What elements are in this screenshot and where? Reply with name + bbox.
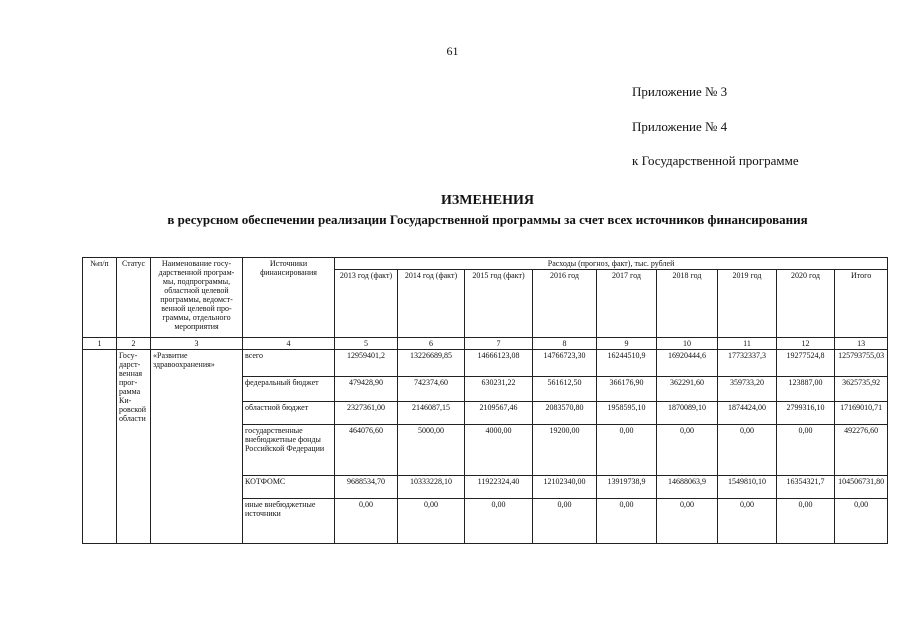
header-status: Статус xyxy=(117,258,151,338)
value-cell: 359733,20 xyxy=(718,377,777,402)
resource-table xyxy=(82,257,888,544)
value-cell: 125793755,03 xyxy=(835,350,888,377)
column-number: 12 xyxy=(777,338,835,350)
source-cell: федеральный бюджет xyxy=(243,377,335,402)
value-cell: 14766723,30 xyxy=(533,350,597,377)
value-cell: 16354321,7 xyxy=(777,476,835,499)
header-year: 2016 год xyxy=(533,270,597,338)
value-cell: 1958595,10 xyxy=(597,402,657,425)
column-number: 13 xyxy=(835,338,888,350)
value-cell: 11922324,40 xyxy=(465,476,533,499)
value-cell: 2146087,15 xyxy=(398,402,465,425)
value-cell: 14666123,08 xyxy=(465,350,533,377)
document-subtitle: в ресурсном обеспечении реализации Государственной программы за счет всех источников финансирования xyxy=(167,212,808,227)
header-year: 2014 год (факт) xyxy=(398,270,465,338)
value-cell: 0,00 xyxy=(657,425,718,476)
value-cell: 14688063,9 xyxy=(657,476,718,499)
header-year: 2019 год xyxy=(718,270,777,338)
value-cell: 12102340,00 xyxy=(533,476,597,499)
value-cell: 19200,00 xyxy=(533,425,597,476)
value-cell: 0,00 xyxy=(835,499,888,544)
value-cell: 0,00 xyxy=(777,499,835,544)
program-name-cell: «Развитие здравоохранения» xyxy=(151,350,243,544)
row-num-cell xyxy=(83,350,117,544)
column-number: 4 xyxy=(243,338,335,350)
appendix-line-3: к Государственной программе xyxy=(632,153,799,168)
value-cell: 464076,60 xyxy=(335,425,398,476)
value-cell: 19277524,8 xyxy=(777,350,835,377)
column-number: 9 xyxy=(597,338,657,350)
value-cell: 1870089,10 xyxy=(657,402,718,425)
header-year: 2020 год xyxy=(777,270,835,338)
header-expenses: Расходы (прогноз, факт), тыс. рублей xyxy=(335,258,888,270)
column-number: 1 xyxy=(83,338,117,350)
header-row-1 xyxy=(83,258,888,270)
value-cell: 3625735,92 xyxy=(835,377,888,402)
value-cell: 13226689,85 xyxy=(398,350,465,377)
column-number: 8 xyxy=(533,338,597,350)
column-number: 6 xyxy=(398,338,465,350)
value-cell: 492276,60 xyxy=(835,425,888,476)
value-cell: 0,00 xyxy=(465,499,533,544)
column-number-row xyxy=(83,338,888,350)
column-number: 11 xyxy=(718,338,777,350)
column-number: 5 xyxy=(335,338,398,350)
value-cell: 0,00 xyxy=(398,499,465,544)
column-number: 2 xyxy=(117,338,151,350)
value-cell: 4000,00 xyxy=(465,425,533,476)
value-cell: 0,00 xyxy=(718,425,777,476)
value-cell: 9688534,70 xyxy=(335,476,398,499)
value-cell: 362291,60 xyxy=(657,377,718,402)
value-cell: 2327361,00 xyxy=(335,402,398,425)
header-year: 2015 год (факт) xyxy=(465,270,533,338)
header-num: №п/п xyxy=(83,258,117,338)
value-cell: 16920444,6 xyxy=(657,350,718,377)
value-cell: 561612,50 xyxy=(533,377,597,402)
value-cell: 17732337,3 xyxy=(718,350,777,377)
value-cell: 2109567,46 xyxy=(465,402,533,425)
document-title: ИЗМЕНЕНИЯ xyxy=(441,193,534,208)
value-cell: 123887,00 xyxy=(777,377,835,402)
value-cell: 366176,90 xyxy=(597,377,657,402)
value-cell: 0,00 xyxy=(597,499,657,544)
column-number: 10 xyxy=(657,338,718,350)
value-cell: 2799316,10 xyxy=(777,402,835,425)
value-cell: 742374,60 xyxy=(398,377,465,402)
column-number: 3 xyxy=(151,338,243,350)
value-cell: 0,00 xyxy=(533,499,597,544)
source-cell: государственные внебюджетные фонды Российской Федерации xyxy=(243,425,335,476)
value-cell: 10333228,10 xyxy=(398,476,465,499)
value-cell: 0,00 xyxy=(657,499,718,544)
status-cell: Госу-дарст-венная прог-рамма Ки-ровской области xyxy=(117,350,151,544)
page-number: 61 xyxy=(446,44,459,58)
source-cell: всего xyxy=(243,350,335,377)
header-year: Итого xyxy=(835,270,888,338)
value-cell: 0,00 xyxy=(597,425,657,476)
appendix-line-1: Приложение № 3 xyxy=(632,84,728,99)
value-cell: 0,00 xyxy=(718,499,777,544)
value-cell: 0,00 xyxy=(335,499,398,544)
value-cell: 1874424,00 xyxy=(718,402,777,425)
value-cell: 479428,90 xyxy=(335,377,398,402)
source-cell: КОТФОМС xyxy=(243,476,335,499)
header-year: 2017 год xyxy=(597,270,657,338)
column-number: 7 xyxy=(465,338,533,350)
value-cell: 17169010,71 xyxy=(835,402,888,425)
value-cell: 2083570,80 xyxy=(533,402,597,425)
table-row xyxy=(83,350,888,377)
value-cell: 1549810,10 xyxy=(718,476,777,499)
value-cell: 16244510,9 xyxy=(597,350,657,377)
value-cell: 5000,00 xyxy=(398,425,465,476)
header-year: 2018 год xyxy=(657,270,718,338)
value-cell: 13919738,9 xyxy=(597,476,657,499)
value-cell: 12959401,2 xyxy=(335,350,398,377)
appendix-line-2: Приложение № 4 xyxy=(632,119,728,134)
header-sources: Источники финансирования xyxy=(243,258,335,338)
value-cell: 104506731,80 xyxy=(835,476,888,499)
header-name: Наименование госу-дарственной програм-мы, подпрограммы, областной целевой программы, ведомст-венной целевой про-граммы, отдельного мероприятия xyxy=(151,258,243,338)
source-cell: иные внебюджетные источники xyxy=(243,499,335,544)
value-cell: 0,00 xyxy=(777,425,835,476)
header-year: 2013 год (факт) xyxy=(335,270,398,338)
source-cell: областной бюджет xyxy=(243,402,335,425)
value-cell: 630231,22 xyxy=(465,377,533,402)
